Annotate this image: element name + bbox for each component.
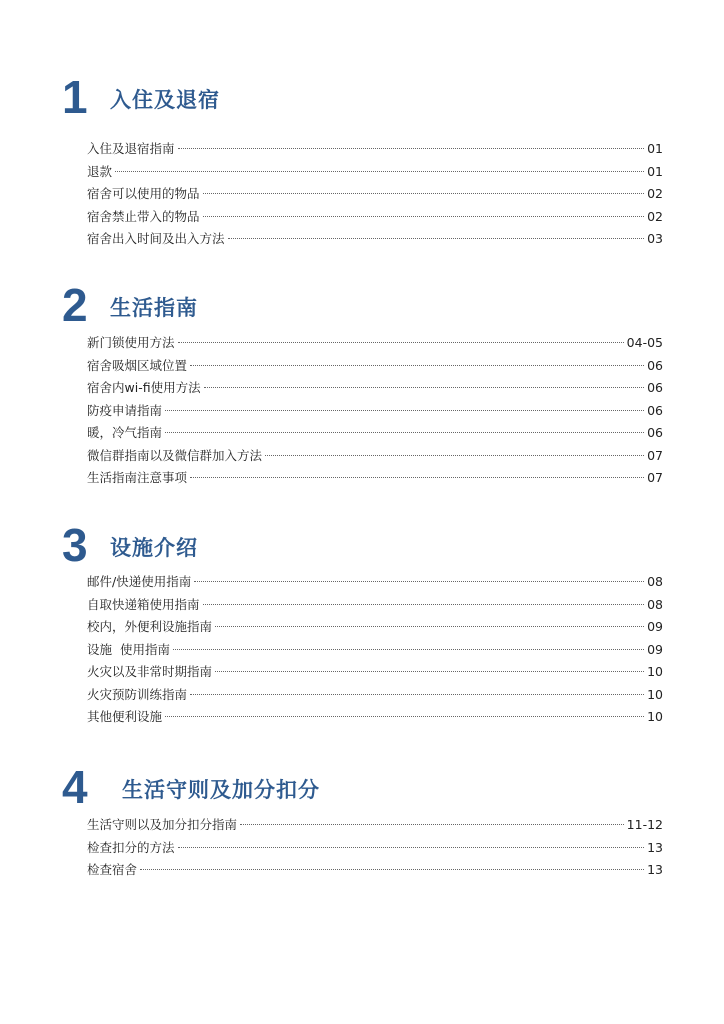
toc-section-4 <box>0 761 724 877</box>
toc-entry[interactable] <box>87 377 663 400</box>
entry-page: 10 <box>647 686 663 702</box>
entry-title: 生活指南注意事项 <box>87 470 188 485</box>
toc-section-3 <box>0 519 724 724</box>
dot-leader <box>215 626 644 627</box>
toc-entries <box>87 814 663 882</box>
entry-page: 09 <box>647 641 663 657</box>
dot-leader <box>194 581 644 582</box>
toc-entry[interactable] <box>87 706 663 729</box>
entry-title: 检查扣分的方法 <box>87 839 175 855</box>
entry-page: 02 <box>647 186 663 201</box>
dot-leader <box>190 365 644 366</box>
entry-title: 火灾以及非常时期指南 <box>87 664 213 679</box>
entry-title: 宿舍吸烟区域位置 <box>87 357 188 373</box>
section-header <box>0 280 724 336</box>
section-title: 入住及退宿 <box>110 88 220 112</box>
entry-page: 07 <box>647 447 663 463</box>
dot-leader <box>165 432 644 433</box>
section-title: 设施介绍 <box>110 536 198 560</box>
dot-leader <box>190 477 644 478</box>
entry-page: 08 <box>647 574 663 589</box>
toc-entry[interactable] <box>87 400 663 423</box>
toc-entry[interactable] <box>87 161 663 184</box>
entry-title: 微信群指南以及微信群加入方法 <box>87 447 263 463</box>
entry-page: 06 <box>647 402 663 418</box>
toc-entry[interactable] <box>87 183 663 206</box>
entry-title: 退款 <box>87 163 113 179</box>
toc-entry[interactable] <box>87 228 663 251</box>
section-header <box>0 762 724 818</box>
toc-entries <box>87 571 663 729</box>
dot-leader <box>165 410 644 411</box>
section-number: 2 <box>62 279 88 331</box>
entry-title: 生活守则以及加分扣分指南 <box>87 817 238 832</box>
toc-entry[interactable] <box>87 206 663 229</box>
toc-entry[interactable] <box>87 138 663 161</box>
toc-entry[interactable] <box>87 859 663 882</box>
toc-entry[interactable] <box>87 445 663 468</box>
dot-leader <box>115 171 644 172</box>
dot-leader <box>190 694 644 695</box>
entry-page: 08 <box>647 596 663 612</box>
toc-entry[interactable] <box>87 616 663 639</box>
toc-section-2 <box>0 279 724 485</box>
entry-page: 13 <box>647 862 663 877</box>
toc-entries <box>87 138 663 251</box>
entry-page: 11-12 <box>626 817 663 832</box>
entry-title: 其他便利设施 <box>87 709 163 724</box>
toc-entry[interactable] <box>87 571 663 594</box>
section-number: 4 <box>62 761 88 813</box>
entry-page: 09 <box>647 619 663 634</box>
entry-page: 01 <box>647 163 663 179</box>
toc-entry[interactable] <box>87 332 663 355</box>
entry-page: 04-05 <box>626 335 663 350</box>
entry-title: 自取快递箱使用指南 <box>87 596 200 612</box>
dot-leader <box>203 604 645 605</box>
dot-leader <box>203 193 645 194</box>
section-title: 生活守则及加分扣分 <box>122 778 320 802</box>
toc-entry[interactable] <box>87 639 663 662</box>
entry-title: 设施 使用指南 <box>87 641 170 657</box>
entry-title: 校内，外便利设施指南 <box>87 619 213 634</box>
entry-title: 检查宿舍 <box>87 862 138 877</box>
dot-leader <box>173 649 644 650</box>
dot-leader <box>178 148 645 149</box>
toc-entry[interactable] <box>87 594 663 617</box>
dot-leader <box>178 847 645 848</box>
entry-title: 邮件/快递使用指南 <box>87 574 192 589</box>
dot-leader <box>178 342 624 343</box>
entry-title: 宿舍可以使用的物品 <box>87 186 200 201</box>
dot-leader <box>165 716 644 717</box>
dot-leader <box>228 238 645 239</box>
entry-title: 宿舍内wi-fi使用方法 <box>87 380 201 395</box>
entry-title: 宿舍禁止带入的物品 <box>87 208 200 224</box>
toc-entry[interactable] <box>87 422 663 445</box>
section-header <box>0 72 724 128</box>
entry-page: 06 <box>647 357 663 373</box>
entry-page: 10 <box>647 709 663 724</box>
section-number: 3 <box>62 519 88 571</box>
entry-page: 01 <box>647 141 663 156</box>
toc-entry[interactable] <box>87 814 663 837</box>
entry-page: 13 <box>647 839 663 855</box>
entry-page: 06 <box>647 380 663 395</box>
entry-title: 入住及退宿指南 <box>87 141 175 156</box>
dot-leader <box>204 387 645 388</box>
toc-entry[interactable] <box>87 355 663 378</box>
toc-entry[interactable] <box>87 467 663 490</box>
entry-page: 07 <box>647 470 663 485</box>
section-number: 1 <box>62 71 88 123</box>
entry-page: 10 <box>647 664 663 679</box>
section-header <box>0 520 724 576</box>
entry-title: 宿舍出入时间及出入方法 <box>87 231 225 246</box>
toc-entries <box>87 332 663 490</box>
dot-leader <box>140 869 644 870</box>
toc-entry[interactable] <box>87 837 663 860</box>
entry-title: 暖，冷气指南 <box>87 425 163 440</box>
entry-page: 06 <box>647 425 663 440</box>
dot-leader <box>240 824 624 825</box>
dot-leader <box>265 455 644 456</box>
entry-title: 火灾预防训练指南 <box>87 686 188 702</box>
dot-leader <box>203 216 645 217</box>
entry-title: 防疫申请指南 <box>87 402 163 418</box>
entry-page: 02 <box>647 208 663 224</box>
entry-title: 新门锁使用方法 <box>87 335 175 350</box>
toc-section-1 <box>0 71 724 246</box>
entry-page: 03 <box>647 231 663 246</box>
toc-entry[interactable] <box>87 661 663 684</box>
dot-leader <box>215 671 644 672</box>
section-title: 生活指南 <box>110 296 198 320</box>
toc-entry[interactable] <box>87 684 663 707</box>
